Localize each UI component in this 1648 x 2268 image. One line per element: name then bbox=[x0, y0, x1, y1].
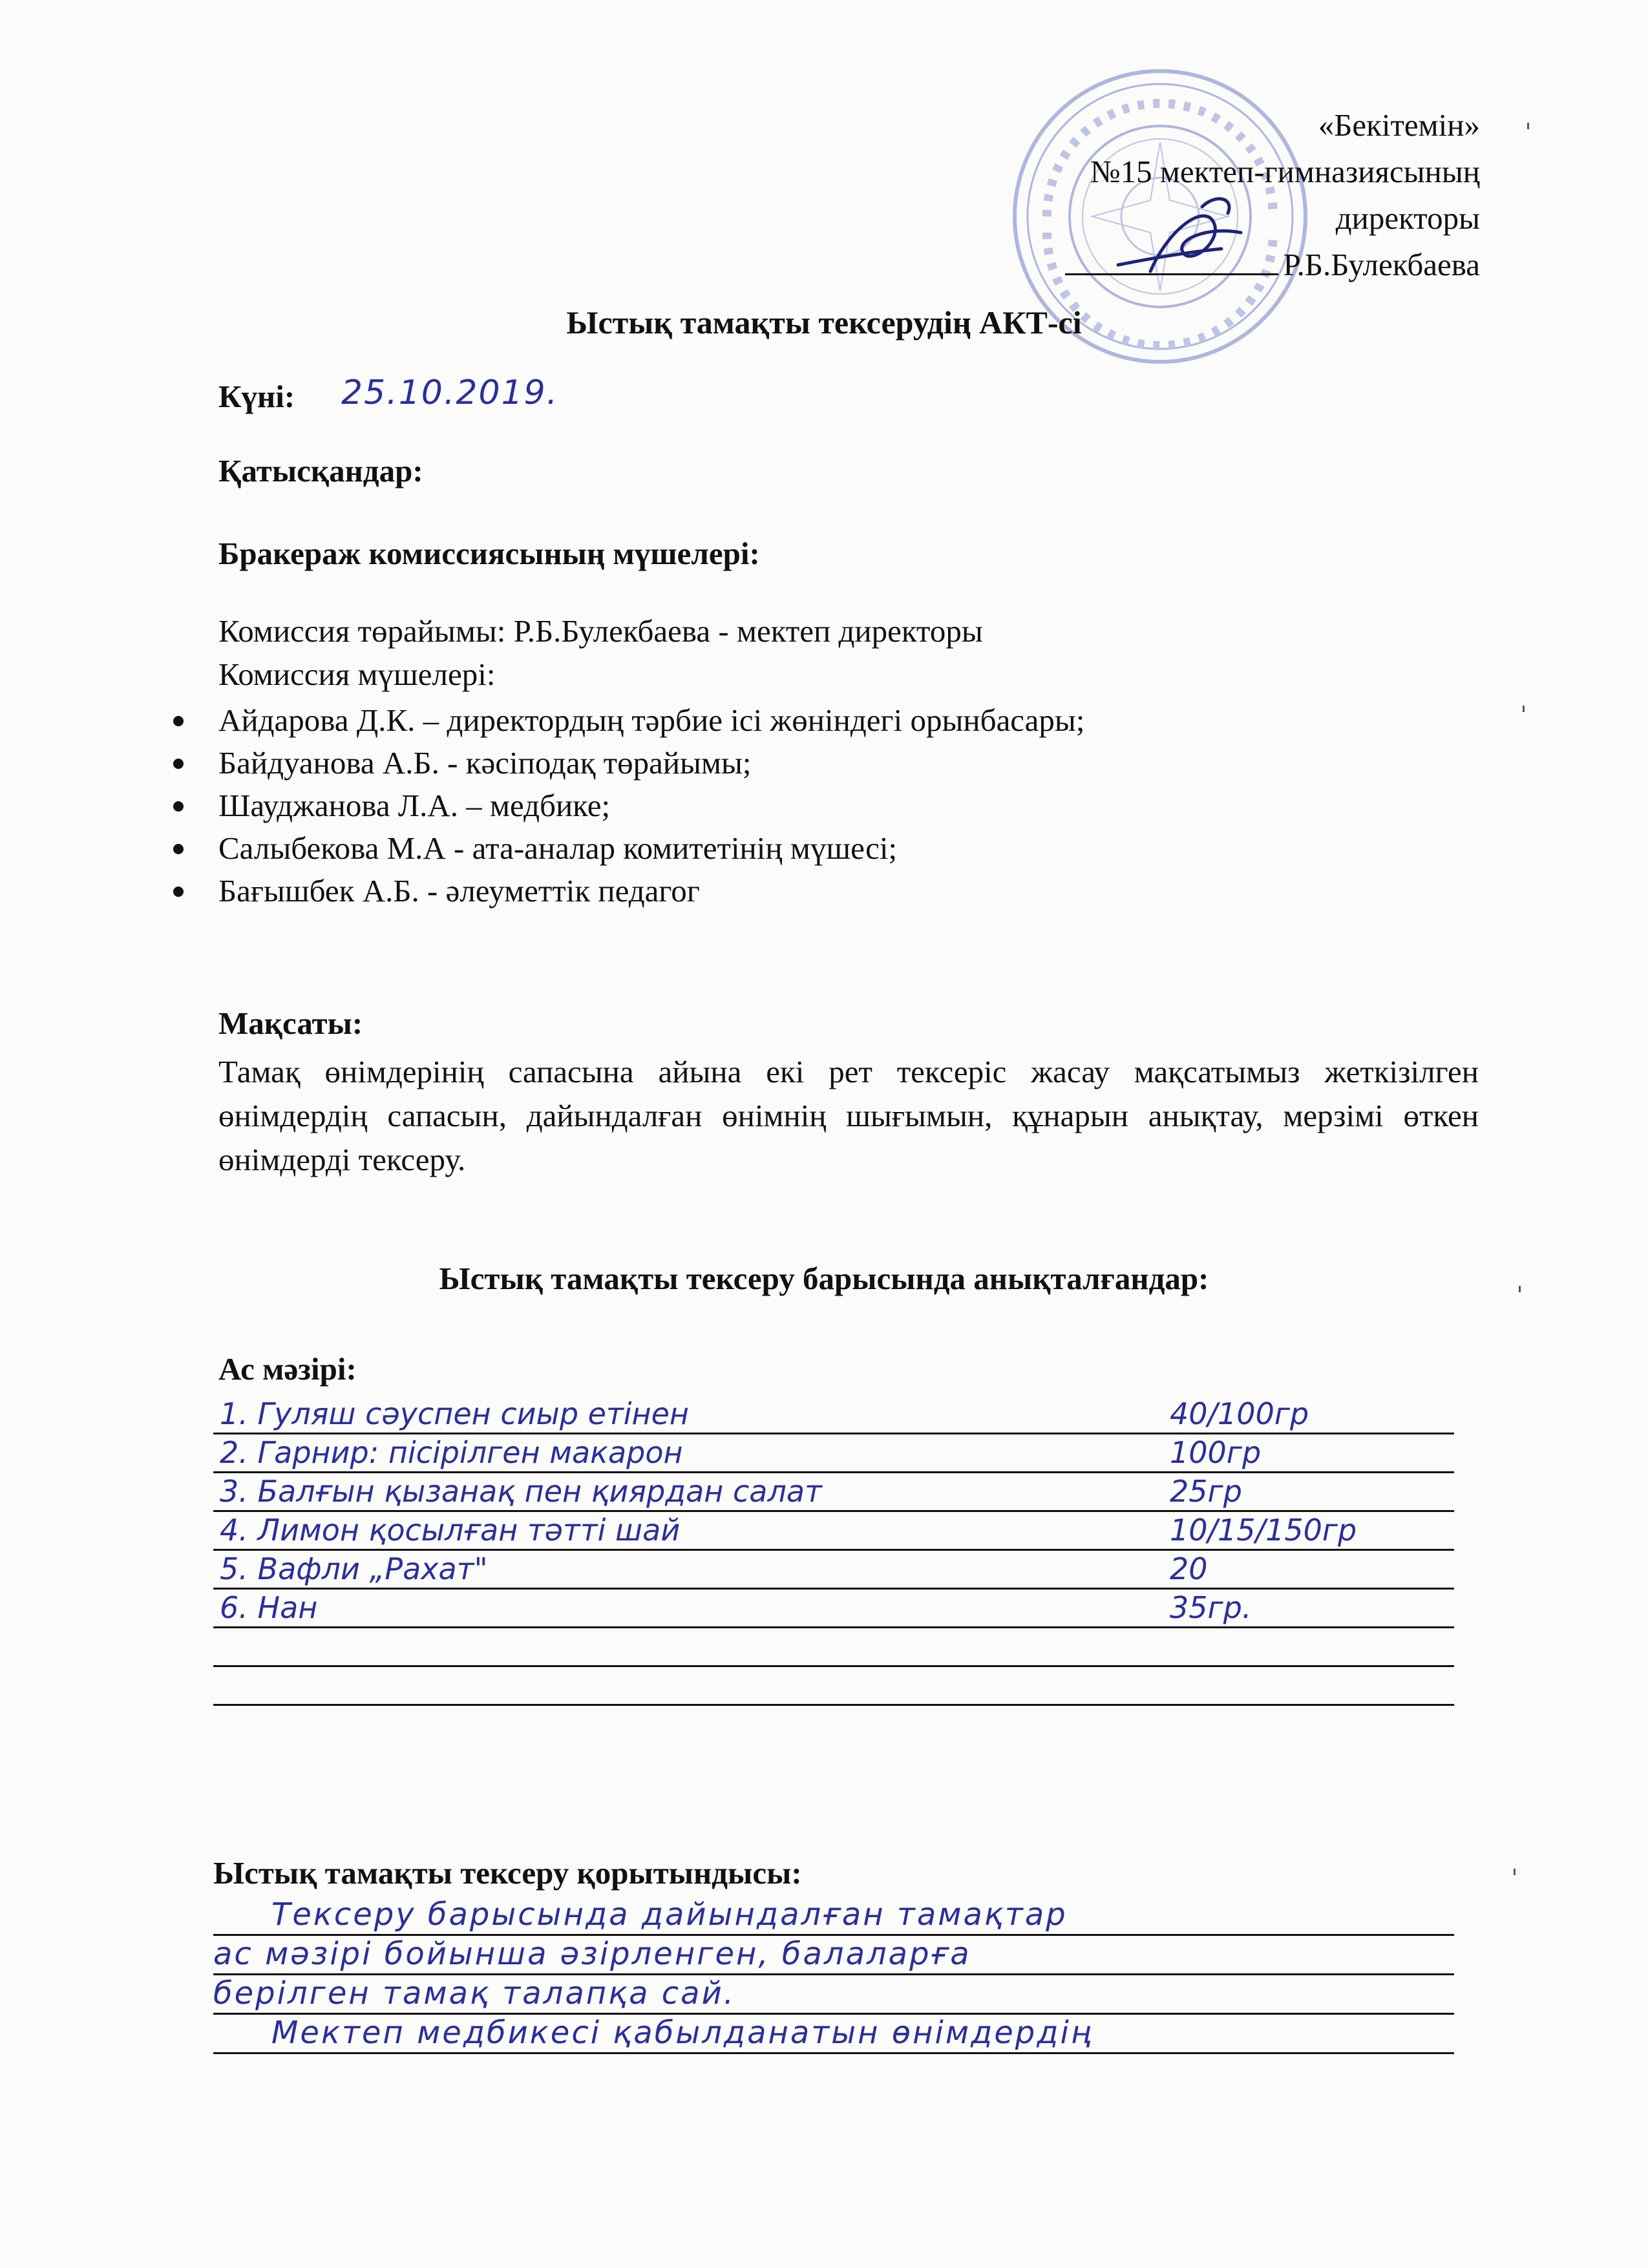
conclusion-row bbox=[213, 1936, 1454, 1975]
menu-row bbox=[213, 1434, 1454, 1473]
menu-label: Ас мәзірі: bbox=[218, 1351, 357, 1387]
menu-row bbox=[213, 1512, 1454, 1551]
participants-label: Қатысқандар: bbox=[218, 453, 423, 488]
scan-speck bbox=[1523, 706, 1525, 712]
scan-speck bbox=[1527, 123, 1529, 129]
members-label: Комиссия мүшелері: bbox=[218, 656, 496, 692]
menu-item-name: 5. Вафли „Рахат" bbox=[220, 1551, 488, 1586]
menu-item-amount: 100гр bbox=[1170, 1435, 1262, 1470]
date-value: 25.10.2019. bbox=[341, 373, 559, 412]
list-item: Шауджанова Л.А. – медбике; bbox=[173, 784, 1084, 827]
menu-row bbox=[213, 1590, 1454, 1628]
menu-item-name: 2. Гарнир: пісірілген макарон bbox=[220, 1435, 683, 1470]
menu-item-name: 3. Балғын қызанақ пен қиярдан салат bbox=[220, 1474, 822, 1509]
findings-title: Ыстық тамақты тексеру барысында анықталғандар: bbox=[439, 1261, 1209, 1296]
menu-row bbox=[213, 1473, 1454, 1512]
menu-row bbox=[213, 1667, 1454, 1706]
menu-item-name: 6. Нан bbox=[220, 1590, 318, 1625]
conclusion-label: Ыстық тамақты тексеру қорытындысы: bbox=[213, 1855, 802, 1891]
menu-item-amount: 20 bbox=[1170, 1551, 1208, 1586]
approval-line-3: директоры bbox=[1335, 200, 1480, 236]
handwritten-signature bbox=[1112, 187, 1280, 291]
approval-line-2: №15 мектеп-гимназиясының bbox=[1090, 154, 1480, 189]
scan-speck bbox=[1514, 1869, 1516, 1875]
menu-item-amount: 10/15/150гр bbox=[1170, 1513, 1357, 1548]
conclusion-text: ас мәзірі бойынша әзірленген, балаларға bbox=[213, 1936, 971, 1972]
menu-row bbox=[213, 1628, 1454, 1667]
commission-label: Бракераж комиссиясының мүшелері: bbox=[218, 536, 760, 571]
conclusion-lines bbox=[213, 1896, 1454, 2054]
list-item: Байдуанова А.Б. - кәсіподақ төрайымы; bbox=[173, 742, 1084, 784]
scan-speck bbox=[1519, 1286, 1521, 1292]
conclusion-row bbox=[213, 1896, 1454, 1936]
conclusion-row bbox=[213, 1975, 1454, 2015]
conclusion-text: Тексеру барысында дайындалған тамақтар bbox=[271, 1896, 1068, 1933]
director-name: Р.Б.Булекбаева bbox=[1283, 247, 1480, 282]
commission-chair: Комиссия төрайымы: Р.Б.Булекбаева - мектеп директоры bbox=[218, 613, 983, 649]
approval-line-1: «Бекітемін» bbox=[1318, 107, 1480, 143]
menu-item-amount: 25гр bbox=[1170, 1474, 1242, 1509]
menu-row bbox=[213, 1396, 1454, 1434]
conclusion-row bbox=[213, 2015, 1454, 2054]
date-label: Күні: bbox=[218, 379, 295, 414]
menu-item-name: 4. Лимон қосылған тәтті шай bbox=[220, 1513, 681, 1548]
menu-list bbox=[213, 1396, 1454, 1706]
menu-item-amount: 40/100гр bbox=[1170, 1396, 1309, 1431]
menu-item-amount: 35гр. bbox=[1170, 1590, 1252, 1625]
list-item: Айдарова Д.К. – директордың тәрбие ісі жөніндегі орынбасары; bbox=[173, 699, 1084, 742]
menu-item-name: 1. Гуляш сәуспен сиыр етінен bbox=[220, 1396, 689, 1431]
goal-text: Тамақ өнімдерінің сапасына айына екі рет тексеріс жасау мақсатымыз жеткізілген өнімдердің сапасын, дайындалған өнімнің шығымын, құнарын анықтау, мерзімі өткен өнімдерді тексеру. bbox=[218, 1054, 1479, 1177]
list-item: Бағышбек А.Б. - әлеуметтік педагог bbox=[173, 870, 1084, 912]
goal-label: Мақсаты: bbox=[218, 1005, 363, 1041]
conclusion-text: Мектеп медбикесі қабылданатын өнімдердің bbox=[271, 2015, 1093, 2051]
menu-row bbox=[213, 1551, 1454, 1590]
document-title: Ыстық тамақты тексерудің АКТ-сі bbox=[566, 304, 1082, 341]
list-item: Салыбекова М.А - ата-аналар комитетінің мүшесі; bbox=[173, 827, 1084, 870]
members-list bbox=[173, 699, 1084, 912]
conclusion-text: берілген тамақ талапқа сай. bbox=[213, 1975, 736, 2011]
